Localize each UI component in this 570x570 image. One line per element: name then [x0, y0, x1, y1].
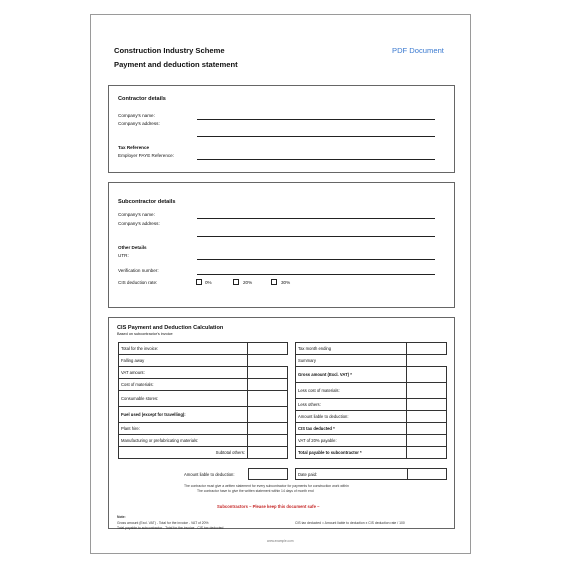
- table-row: [119, 391, 288, 407]
- table-row: [119, 423, 288, 435]
- contractor-section: [108, 85, 455, 173]
- cell-label: Less others:: [296, 399, 407, 411]
- amount-liable-bottom-input[interactable]: [248, 468, 288, 480]
- vat-payable-input[interactable]: [407, 435, 447, 447]
- empty-cell: [407, 355, 447, 367]
- cell-label: CIS tax deducted *: [296, 423, 407, 435]
- employer-paye-label: Employer PAYE Reference:: [118, 153, 174, 158]
- less-materials-input[interactable]: [407, 383, 447, 399]
- rate-30-label: 30%: [281, 280, 291, 285]
- cell-label: VAT of 20% payable:: [296, 435, 407, 447]
- contractor-heading: Contractor details: [118, 96, 166, 102]
- cell-label: Amount liable to deduction:: [296, 411, 407, 423]
- utr-label: UTR:: [118, 253, 129, 258]
- cell-label: Plant hire:: [119, 423, 248, 435]
- table-row: [296, 423, 447, 435]
- table-row: [119, 367, 288, 379]
- cell-label: Less cost of materials:: [296, 383, 407, 399]
- contractor-company-name-field[interactable]: [197, 119, 435, 120]
- cis-calculation-section: [108, 317, 455, 529]
- date-paid-label: Date paid:: [298, 472, 318, 477]
- tax-month-input[interactable]: [407, 343, 447, 355]
- subcontractor-section: [108, 182, 455, 308]
- rate-20-checkbox[interactable]: [233, 279, 239, 285]
- employer-paye-field[interactable]: [197, 159, 435, 160]
- rate-30-checkbox[interactable]: [271, 279, 277, 285]
- cell-label: Falling away: [119, 355, 248, 367]
- fuel-input[interactable]: [248, 407, 288, 423]
- cis-tax-input[interactable]: [407, 423, 447, 435]
- subcontractor-company-name-field[interactable]: [197, 218, 435, 219]
- cis-calculation-subheading: Based on subcontractor's invoice: [117, 332, 173, 336]
- document-title: Construction Industry Scheme: [114, 46, 225, 55]
- table-row: [296, 411, 447, 423]
- verification-number-field[interactable]: [197, 274, 435, 275]
- total-invoice-input[interactable]: [248, 343, 288, 355]
- table-row: [296, 367, 447, 383]
- cis-calculation-heading: CIS Payment and Deduction Calculation: [117, 325, 224, 331]
- table-row: [119, 379, 288, 391]
- statement-note-2: The contractor have to give the written statement within 14 days of month end: [197, 489, 314, 493]
- subcontractor-heading: Subcontractor details: [118, 199, 176, 205]
- table-row: [119, 435, 288, 447]
- utr-field[interactable]: [197, 259, 435, 260]
- rate-0-label: 0%: [205, 280, 212, 285]
- tax-reference-heading: Tax Reference: [118, 145, 150, 150]
- empty-cell: [248, 355, 288, 367]
- plant-hire-input[interactable]: [248, 423, 288, 435]
- cell-label: Gross amount (Excl. VAT) *: [296, 367, 407, 383]
- cell-label: Consumable stores:: [119, 391, 248, 407]
- date-paid-row: [295, 468, 447, 480]
- table-row: [296, 343, 447, 355]
- pdf-document-label[interactable]: PDF Document: [392, 46, 444, 55]
- rate-0-checkbox[interactable]: [196, 279, 202, 285]
- vat-amount-input[interactable]: [248, 367, 288, 379]
- other-details-heading: Other Details: [118, 245, 147, 250]
- cell-label: Summary: [296, 355, 407, 367]
- subcontractor-company-name-label: Company's name:: [118, 212, 155, 217]
- notes-heading: Note:: [117, 515, 126, 519]
- table-row: [296, 355, 447, 367]
- table-row: [119, 447, 288, 459]
- note-gross-amount: Gross amount (Excl. VAT) - Total for the invoice - VAT of 20%: [117, 521, 209, 525]
- date-paid-input[interactable]: [407, 468, 447, 480]
- cell-label: Tax month ending: [296, 343, 407, 355]
- manufacturing-input[interactable]: [248, 435, 288, 447]
- verification-number-label: Verification number:: [118, 268, 159, 273]
- statement-note-1: The contractor must give a written statement for every subcontractor for payments for construction work within: [184, 484, 349, 488]
- amount-liable-label: Amount liable to deduction:: [184, 472, 235, 477]
- materials-cost-input[interactable]: [248, 379, 288, 391]
- contractor-company-address-label: Company's address:: [118, 121, 160, 126]
- subtotal-others-input[interactable]: [248, 447, 288, 459]
- document-page: [90, 14, 471, 554]
- footer-url: www.example.com: [267, 539, 294, 543]
- cell-label: Fuel used (except for travelling):: [119, 407, 248, 423]
- table-row: [119, 407, 288, 423]
- subcontractor-company-address-label: Company's address:: [118, 221, 160, 226]
- cell-label: Manufacturing or prefabricating materials:: [119, 435, 248, 447]
- less-others-input[interactable]: [407, 399, 447, 411]
- cell-label: Total for the invoice:: [119, 343, 248, 355]
- subcontractor-company-address-field[interactable]: [197, 236, 435, 237]
- total-payable-input[interactable]: [407, 447, 447, 459]
- keep-safe-notice: Subcontractors – Please keep this document safe –: [217, 504, 320, 509]
- table-row: [296, 383, 447, 399]
- document-subtitle: Payment and deduction statement: [114, 60, 238, 69]
- table-row: [296, 447, 447, 459]
- contractor-company-address-field[interactable]: [197, 136, 435, 137]
- left-calc-table: [118, 342, 288, 459]
- note-cis-tax: CIS tax deducted = Amount liable to deduction x CIS deduction rate / 100: [295, 521, 405, 525]
- contractor-company-name-label: Company's name:: [118, 113, 155, 118]
- table-row: [296, 399, 447, 411]
- cell-label: Total payable to subcontractor *: [296, 447, 407, 459]
- gross-amount-input[interactable]: [407, 367, 447, 383]
- cell-label: Subtotal others:: [119, 447, 248, 459]
- amount-liable-input[interactable]: [407, 411, 447, 423]
- cell-label: VAT amount:: [119, 367, 248, 379]
- table-row: [296, 435, 447, 447]
- table-row: [119, 355, 288, 367]
- consumables-input[interactable]: [248, 391, 288, 407]
- rate-20-label: 20%: [243, 280, 253, 285]
- note-total-payable: Total payable to subcontractor - Total for the invoice - CIS tax deducted: [117, 526, 224, 530]
- right-calc-table: [295, 342, 447, 459]
- table-row: [119, 343, 288, 355]
- cis-rate-label: CIS deduction rate:: [118, 280, 158, 285]
- cell-label: Cost of materials:: [119, 379, 248, 391]
